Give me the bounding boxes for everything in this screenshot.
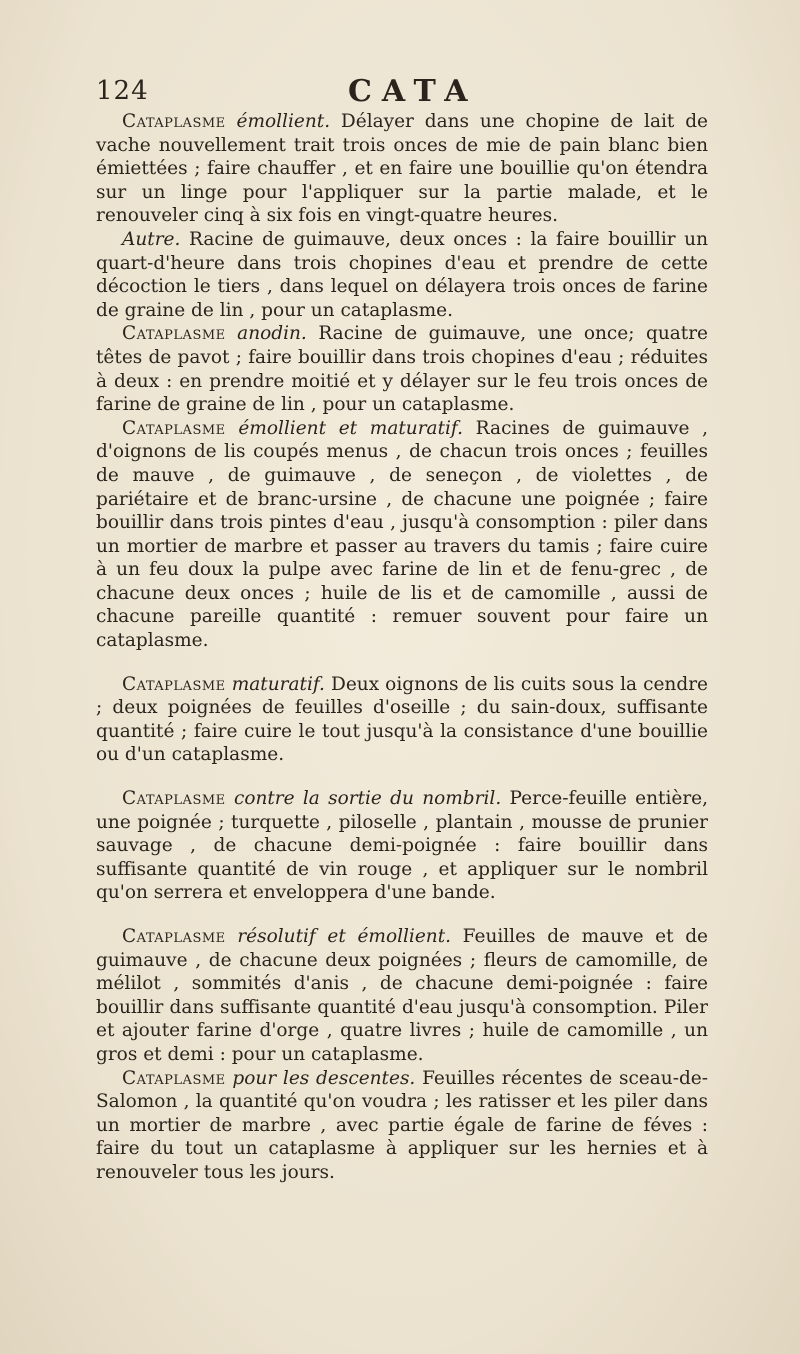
entry-resolutif <box>96 925 708 1067</box>
entry-head: Cataplasme <box>122 323 226 345</box>
entry-qualifier: Autre. <box>122 228 181 250</box>
entry-autre <box>96 228 708 322</box>
entry-descentes <box>96 1067 708 1185</box>
entry-head: Cataplasme <box>122 1067 226 1089</box>
page-number: 124 <box>96 76 149 106</box>
entry-head: Cataplasme <box>122 788 226 810</box>
running-head: CATA <box>348 74 478 109</box>
entry-text: Racine de guimauve, une once; quatre têtes de pavot ; faire bouillir dans trois chopines d'eau ; réduites à deux : en prendre moitié et y délayer sur le feu trois onces de farine de graine de lin , pour un cataplasme. <box>96 323 708 416</box>
entry-head: Cataplasme <box>122 417 226 439</box>
entry-text: Racines de guimauve , d'oignons de lis coupés menus , de chacun trois onces ; feuilles de mauve , de guimauve , de seneçon , de violettes , de pariétaire et de branc-ursine , de chacune une poignée ; faire bouillir dans trois pintes d'eau , jusqu'à consomption : piler dans un mortier de marbre et passer au travers du tamis ; faire cuire à un feu doux la pulpe avec farine de lin et de fenu-grec , de chacune deux onces ; huile de lis et de camomille , aussi de chacune pareille quantité : remuer souvent pour faire un cataplasme. <box>96 417 708 652</box>
entry-emollient-maturatif <box>96 417 708 653</box>
entry-emollient <box>96 110 708 228</box>
entry-qualifier: émollient et maturatif. <box>238 417 463 439</box>
entry-text: Deux oignons de lis cuits sous la cendre ; deux poignées de feuilles d'oseille ; du sain-doux, suffisante quantité ; faire cuire le tout jusqu'à la consistance d'une bouillie ou d'un cataplasme. <box>96 673 708 766</box>
entry-text: Délayer dans une chopine de lait de vache nouvellement trait trois onces de mie de pain blanc bien émiettées ; faire chauffer , et en faire une bouillie qu'on étendra sur un linge pour l'appliquer sur la partie malade, et le renouveler cinq à six fois en vingt-quatre heures. <box>96 111 708 227</box>
entry-qualifier: maturatif. <box>231 673 325 695</box>
entry-qualifier: anodin. <box>237 323 307 345</box>
entry-head: Cataplasme <box>122 673 226 695</box>
entry-qualifier: émollient. <box>236 111 331 132</box>
entry-text: Feuilles de mauve et de guimauve , de chacune deux poignées ; fleurs de camomille, de mélilot , sommités d'anis , de chacune demi-poignée : faire bouillir dans suffisante quantité d'eau jusqu'à consomption. Piler et ajouter farine d'orge , quatre livres ; huile de camomille , un gros et demi : pour un cataplasme. <box>96 926 708 1065</box>
entry-text: Racine de guimauve, deux onces : la faire bouillir un quart-d'heure dans trois chopines d'eau et prendre de cette décoction le tiers , dans lequel on délayera trois onces de farine de graine de lin , pour un cataplasme. <box>96 228 708 321</box>
entry-head: Cataplasme <box>122 926 226 947</box>
entry-head: Cataplasme <box>122 111 226 132</box>
entry-text: Perce-feuille entière, une poignée ; turquette , piloselle , plantain , mousse de prunier sauvage , de chacune demi-poignée : faire bouillir dans suffisante quantité de vin rouge , et appliquer sur le nombril qu'on serrera et enveloppera d'une bande. <box>96 788 709 904</box>
entry-qualifier: résolutif et émollient. <box>237 926 452 947</box>
entry-anodin <box>96 322 708 416</box>
body-text <box>96 110 708 1185</box>
entry-text: Feuilles récentes de sceau-de-Salomon , la quantité qu'on voudra ; les ratisser et les piler dans un mortier de marbre , avec partie égale de farine de féves : faire du tout un cataplasme à appliquer sur les hernies et à renouveler tous les jours. <box>96 1067 708 1183</box>
entry-nombril <box>96 787 708 905</box>
entry-qualifier: pour les descentes. <box>232 1067 416 1089</box>
entry-maturatif <box>96 673 708 767</box>
entry-qualifier: contre la sortie du nombril. <box>233 788 502 810</box>
